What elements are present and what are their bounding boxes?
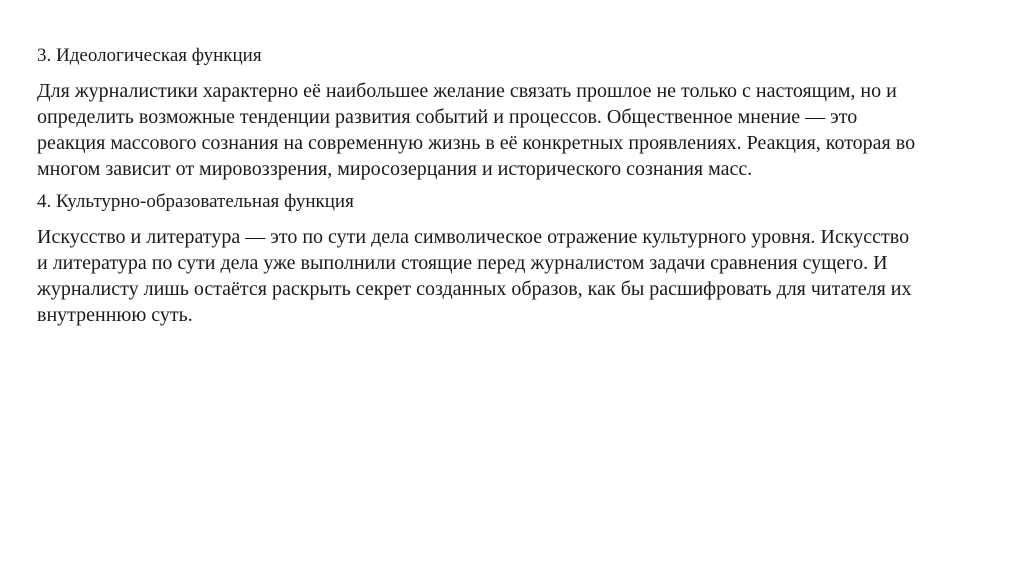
section-paragraph-ideological: Для журналистики характерно её наибольшее желание связать прошлое не только с настоящим, но и определить возможные тенденции развития событий и процессов. Общественное мнение — это реакция массового сознания на современную жизнь в её конкретных проявлениях. Реакция, которая во многом зависит от мировоззрения, миросозерцания и исторического сознания масс. bbox=[37, 80, 916, 180]
section-heading-cultural-educational: 4. Культурно-образовательная функция bbox=[37, 191, 354, 212]
slide-content bbox=[37, 44, 917, 336]
section-paragraph-cultural-educational: Искусство и литература — это по сути дела символическое отражение культурного уровня. Искусство и литература по сути дела уже выполнили стоящие перед журналистом задачи сравнения сущего. И журналисту лишь остаётся раскрыть секрет созданных образов, как бы расшифровать для читателя их внутреннюю суть. bbox=[37, 226, 912, 326]
section-heading-ideological: 3. Идеологическая функция bbox=[37, 45, 262, 66]
